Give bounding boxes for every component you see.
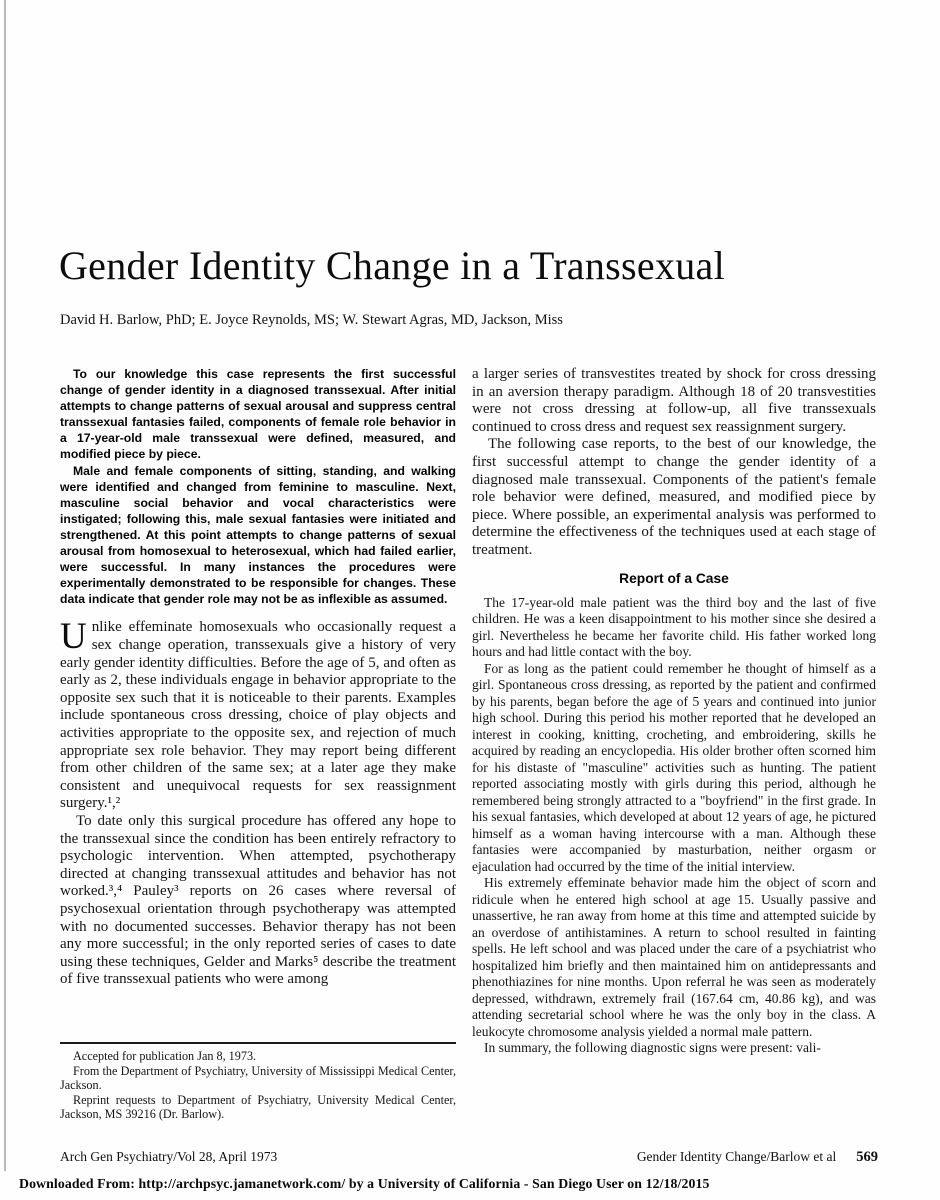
running-head: Gender Identity Change/Barlow et al [636, 1149, 837, 1164]
case-report-section [472, 595, 876, 1057]
footnote: Accepted for publication Jan 8, 1973. [73, 1049, 257, 1064]
download-watermark: Downloaded From: http://archpsyc.jamanetwork.com/ by a University of California - San Diego User on 12/18/2015 [19, 1176, 710, 1191]
intro-paragraph [60, 616, 456, 813]
introduction-continued [472, 366, 876, 560]
footnote: Reprint requests to Department of Psychiatry, University Medical Center, Jackson, MS 39216 (Dr. Barlow). [60, 1092, 456, 1122]
case-paragraph: In summary, the following diagnostic signs were present: vali- [484, 1040, 821, 1056]
article-byline: David H. Barlow, PhD; E. Joyce Reynolds, MS; W. Stewart Agras, MD, Jackson, Miss [60, 312, 563, 328]
section-heading-report-of-a-case: Report of a Case [619, 570, 729, 586]
body-paragraph: The following case reports, to the best of our knowledge, the first successful attempt to change the gender identity of a diagnosed male transsexual. Components of the patient's female role behavior were defined, measured, and modified piece by piece. Where possible, an experimental analysis was performed to determine the effectiveness of the techniques used at each stage of treatment. [472, 436, 876, 558]
case-paragraph: For as long as the patient could remember he thought of himself as a girl. Spontaneous cross dressing, as reported by the patient and confirmed by his parents, began before the age of 5 years and continued into junior high school. During this period his mother reported that he developed an interest in cooking, knitting, crocheting, and embroidering, skills he acquired by reading an encyclopedia. His older brother often scorned him for his distaste of "masculine" activities such as hunting. The patient reported associating mostly with girls during this period, although he remembered being strongly attracted to a "boyfriend" in the first grade. In his sexual fantasies, which developed at about 12 years of age, he pictured himself as a woman having intercourse with a man. Although these fantasies were accompanied by masturbation, neither orgasm or ejaculation had occurred by the time of the initial interview. [472, 660, 876, 874]
abstract-paragraph: To our knowledge this case represents the first successful change of gender identity in a diagnosed transsexual. After initial attempts to change patterns of sexual arousal and suppress central transsexual fantasies failed, components of female role behavior in a 17-year-old male transsexual were defined, measured, and modified piece by piece. [60, 367, 456, 462]
footer-right-group [637, 1149, 878, 1166]
abstract-paragraph: Male and female components of sitting, standing, and walking were identified and changed from feminine to masculine. Next, masculine social behavior and vocal characteristics were instigated; following this, male sexual fantasies were initiated and strengthened. At this point attempts to change patterns of sexual arousal from homosexual to heterosexual, which had failed earlier, were successful. In many instances the procedures were experimentally demonstrated to be responsible for changes. These data indicate that gender role may not be as inflexible as assumed. [60, 463, 456, 607]
abstract-section [60, 366, 456, 607]
case-paragraph: The 17-year-old male patient was the third boy and the last of five children. He was a keen disappointment to his mother since she desired a girl. Nevertheless he became her favorite child. His father worked long hours and had little contact with the boy. [472, 594, 876, 660]
introduction-section [60, 616, 456, 988]
left-column [60, 366, 456, 1122]
body-paragraph: To date only this surgical procedure has offered any hope to the transsexual since the condition has been entirely refractory to psychologic intervention. When attempted, psychotherapy directed at changing transsexual attitudes and behavior has not worked.³,⁴ Pauley³ reports on 26 cases where reversal of psychosexual orientation through psychotherapy was attempted with no documented successes. Behavior therapy has not been any more successful; in the only reported series of cases to date using these techniques, Gelder and Marks⁵ describe the treatment of five transsexual patients who were among [60, 812, 456, 988]
article-title: Gender Identity Change in a Transsexual [59, 243, 726, 288]
drop-cap: U [60, 616, 87, 658]
footnote-block [60, 1042, 456, 1122]
body-paragraph: a larger series of transvestites treated by shock for cross dressing in an aversion therapy paradigm. Although 18 of 20 transvestities were not cross dressing at follow-up, all five transsexuals continued to cross dress and request sex reassignment surgery. [472, 366, 876, 435]
scan-edge-artifact [4, 0, 6, 1171]
page-number: 569 [856, 1149, 878, 1165]
intro-paragraph-text: nlike effeminate homosexuals who occasionally request a sex change operation, transsexuals give a history of very early gender identity difficulties. Before the age of 5, and often as early as 2, these individuals engage in behavior appropriate to the opposite sex such that it is noticeable to their parents. Examples include spontaneous cross dressing, choice of play objects and activities appropriate to the opposite sex, and rejection of much appropriate sex role behavior. They may report being different from other children of the same sex; at a later age they make consistent and unequivocal requests for sex reassignment surgery.¹,² [60, 619, 456, 812]
case-paragraph: His extremely effeminate behavior made him the object of scorn and ridicule when he entered high school at age 15. Usually passive and unassertive, he ran away from home at this time and attempted suicide by an overdose of antihistamines. A return to school resulted in fainting spells. He left school and was placed under the care of a psychiatrist who hospitalized him briefly and then maintained him on antidepressants and phenothiazines for nine months. Upon referral he was seen as moderately depressed, withdrawn, extremely frail (167.64 cm, 40.86 kg), and was attending secretarial school where he was the only boy in the class. A leukocyte chromosome analysis yielded a normal male pattern. [472, 875, 876, 1039]
journal-citation: Arch Gen Psychiatry/Vol 28, April 1973 [60, 1149, 278, 1164]
right-column [472, 366, 876, 1152]
footnote: From the Department of Psychiatry, University of Mississippi Medical Center, Jackson. [60, 1063, 456, 1093]
journal-footer [60, 1149, 878, 1166]
